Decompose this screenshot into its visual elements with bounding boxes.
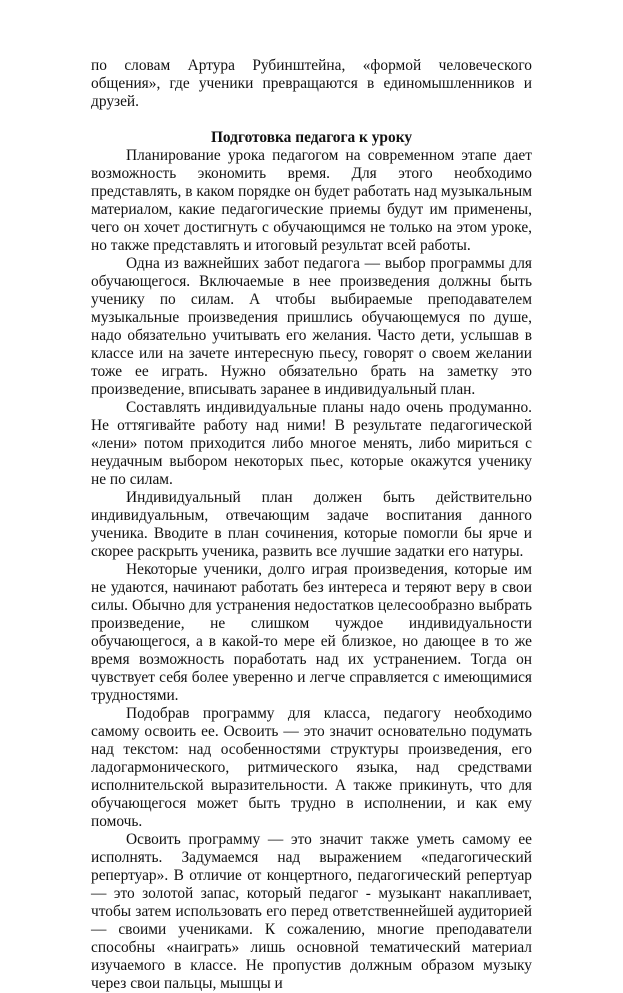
- paragraph-individual-plan-goal: Индивидуальный план должен быть действительно индивидуальным, отвечающим задаче воспитания данного ученика. Вводите в план сочинения, которые помогли бы ярче и скорее раскрыть ученика, развить все лучшие задатки его натуры.: [91, 489, 532, 560]
- paragraph-individual-plans: Составлять индивидуальные планы надо очень продуманно. Не оттягивайте работу над ними! В результате педагогической «лени» потом приходится либо многое менять, либо мириться с неудачным выбором некоторых пьес, которые окажутся ученику не по силам.: [91, 399, 532, 488]
- paragraph-planning: Планирование урока педагогом на современном этапе дает возможность экономить время. Для этого необходимо представлять, в каком порядке он будет работать над музыкальным материалом, какие педагогические приемы будут им применены, чего он хочет достигнуть с обучающимся не только на этом уроке, но также представлять и итоговый результат всей работы.: [91, 147, 533, 254]
- paragraph-pedagogical-repertoire: Освоить программу — это значит также уметь самому ее исполнять. Задумаемся над выражением «педагогический репертуар». В отличие от концертного, педагогический репертуар — это золотой запас, который педагог - музыкант накапливает, чтобы затем использовать его перед ответственнейшей аудиторией — своими учениками. К сожалению, многие преподаватели способны «наиграть» лишь основной тематический материал изучаемого в классе. Не пропустив должным образом музыку через свои пальцы, мышцы и: [91, 831, 532, 992]
- document-body: [91, 57, 532, 993]
- paragraph-some-students: Некоторые ученики, долго играя произведения, которые им не удаются, начинают работать без интереса и теряют веру в свои силы. Обычно для устранения недостатков целесообразно выбрать произведение, не слишком чуждое индивидуальности обучающегося, а в какой-то мере ей близкое, но дающее в то же время возможность поработать над их устранением. Тогда он чувствует себя более уверенно и легче справляется с имеющимися трудностями.: [91, 561, 532, 704]
- paragraph-spacer: [91, 111, 532, 129]
- intro-paragraph: по словам Артура Рубинштейна, «формой человеческого общения», где ученики превращаются в единомышленников и друзей.: [91, 57, 532, 110]
- paragraph-master-program: Подобрав программу для класса, педагогу необходимо самому освоить ее. Освоить — это значит основательно подумать над текстом: над особенностями структуры произведения, его ладогармонического, ритмического языка, над средствами исполнительской выразительности. А также прикинуть, что для обучающегося может быть трудно в исполнении, и как ему помочь.: [91, 705, 532, 830]
- paragraph-program-choice: Одна из важнейших забот педагога — выбор программы для обучающегося. Включаемые в нее произведения должны быть ученику по силам. А чтобы выбираемые преподавателем музыкальные произведения пришлись обучающемуся по душе, надо обязательно учитывать его желания. Часто дети, услышав в классе или на зачете интересную пьесу, говорят о своем желании тоже ее играть. Нужно обязательно брать на заметку это произведение, вписывать заранее в индивидуальный план.: [91, 255, 532, 398]
- section-heading: Подготовка педагога к уроку: [210, 129, 413, 146]
